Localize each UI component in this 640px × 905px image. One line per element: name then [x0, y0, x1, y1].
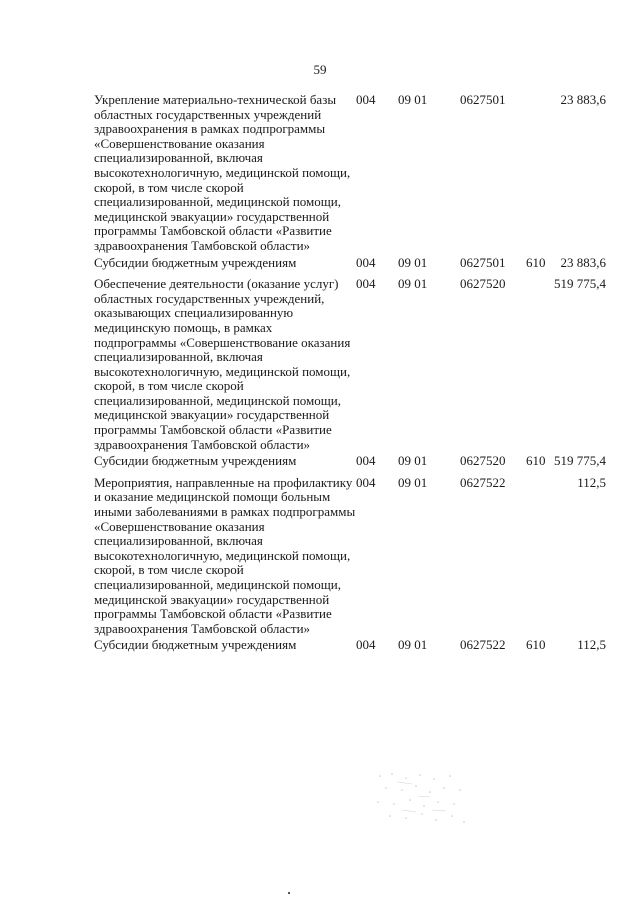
row-department-code: 004	[356, 637, 376, 653]
row-section-code: 09 01	[398, 276, 428, 292]
table-row	[94, 256, 606, 278]
row-section-code: 09 01	[398, 92, 428, 107]
table-row	[94, 277, 606, 454]
row-section-code: 09 01	[398, 637, 428, 653]
row-name: Субсидии бюджетным учреждениям	[94, 637, 297, 653]
row-department-code: 004	[356, 92, 376, 107]
table-row	[94, 93, 606, 256]
table-row	[94, 638, 606, 655]
row-name: Укрепление материально-технической базы областных государственных учреждений здравоохранения в рамках подпрограммы «Совершенствование оказания специализированной, включая высокотехнологичную, медицинской помощи, скорой, в том числе скорой специализированной, медицинской помощи, медицинской эвакуации» государственной программы Тамбовской области «Развитие здравоохранения Тамбовской области»	[94, 92, 351, 253]
row-expense-type-code: 610	[526, 254, 546, 270]
row-amount: 23 883,6	[560, 92, 606, 107]
row-department-code: 004	[356, 474, 376, 490]
table-row	[94, 454, 606, 476]
row-expense-type-code	[526, 93, 548, 256]
row-amount: 519 775,4	[554, 453, 606, 469]
row-expense-type-code: 610	[526, 453, 546, 469]
row-name: Субсидии бюджетным учреждениям	[94, 453, 297, 469]
row-amount: 519 775,4	[554, 276, 606, 292]
row-target-code: 0627520	[460, 276, 506, 292]
row-amount: 23 883,6	[560, 254, 606, 270]
row-department-code: 004	[356, 453, 376, 469]
row-target-code: 0627522	[460, 637, 506, 653]
scan-dot	[288, 892, 290, 894]
row-expense-type-code: 610	[526, 637, 546, 653]
row-target-code: 0627522	[460, 474, 506, 490]
row-name: Мероприятия, направленные на профилактику и оказание медицинской помощи больным иными заболеваниями в рамках подпрограммы «Совершенствование оказания специализированной, включая высокотехнологичную, медицинской помощи, скорой, в том числе скорой специализированной, медицинской помощи, медицинской эвакуации» государственной программы Тамбовской области «Развитие здравоохранения Тамбовской области»	[94, 474, 356, 636]
row-expense-type-code	[526, 476, 548, 639]
row-expense-type-code	[526, 277, 548, 454]
table-row	[94, 476, 606, 639]
faint-stamp-mark	[372, 770, 472, 828]
row-target-code: 0627501	[460, 92, 506, 107]
page-number: 59	[313, 62, 327, 77]
row-amount: 112,5	[577, 474, 606, 490]
row-name: Обеспечение деятельности (оказание услуг) областных государственных учреждений, оказывающих специализированную медицинскую помощь, в рамках подпрограммы «Совершенствование оказания специализированной, включая высокотехнологичную, медицинской помощи, скорой, в том числе скорой специализированной, медицинской помощи, медицинской эвакуации» государственной программы Тамбовской области «Развитие здравоохранения Тамбовской области»	[94, 276, 351, 452]
row-name: Субсидии бюджетным учреждениям	[94, 254, 297, 270]
row-amount: 112,5	[577, 637, 606, 653]
row-target-code: 0627501	[460, 254, 506, 270]
budget-table	[94, 93, 606, 655]
row-department-code: 004	[356, 254, 376, 270]
row-department-code: 004	[356, 276, 376, 292]
row-target-code: 0627520	[460, 453, 506, 469]
row-section-code: 09 01	[398, 453, 428, 469]
row-section-code: 09 01	[398, 474, 428, 490]
row-section-code: 09 01	[398, 254, 428, 270]
